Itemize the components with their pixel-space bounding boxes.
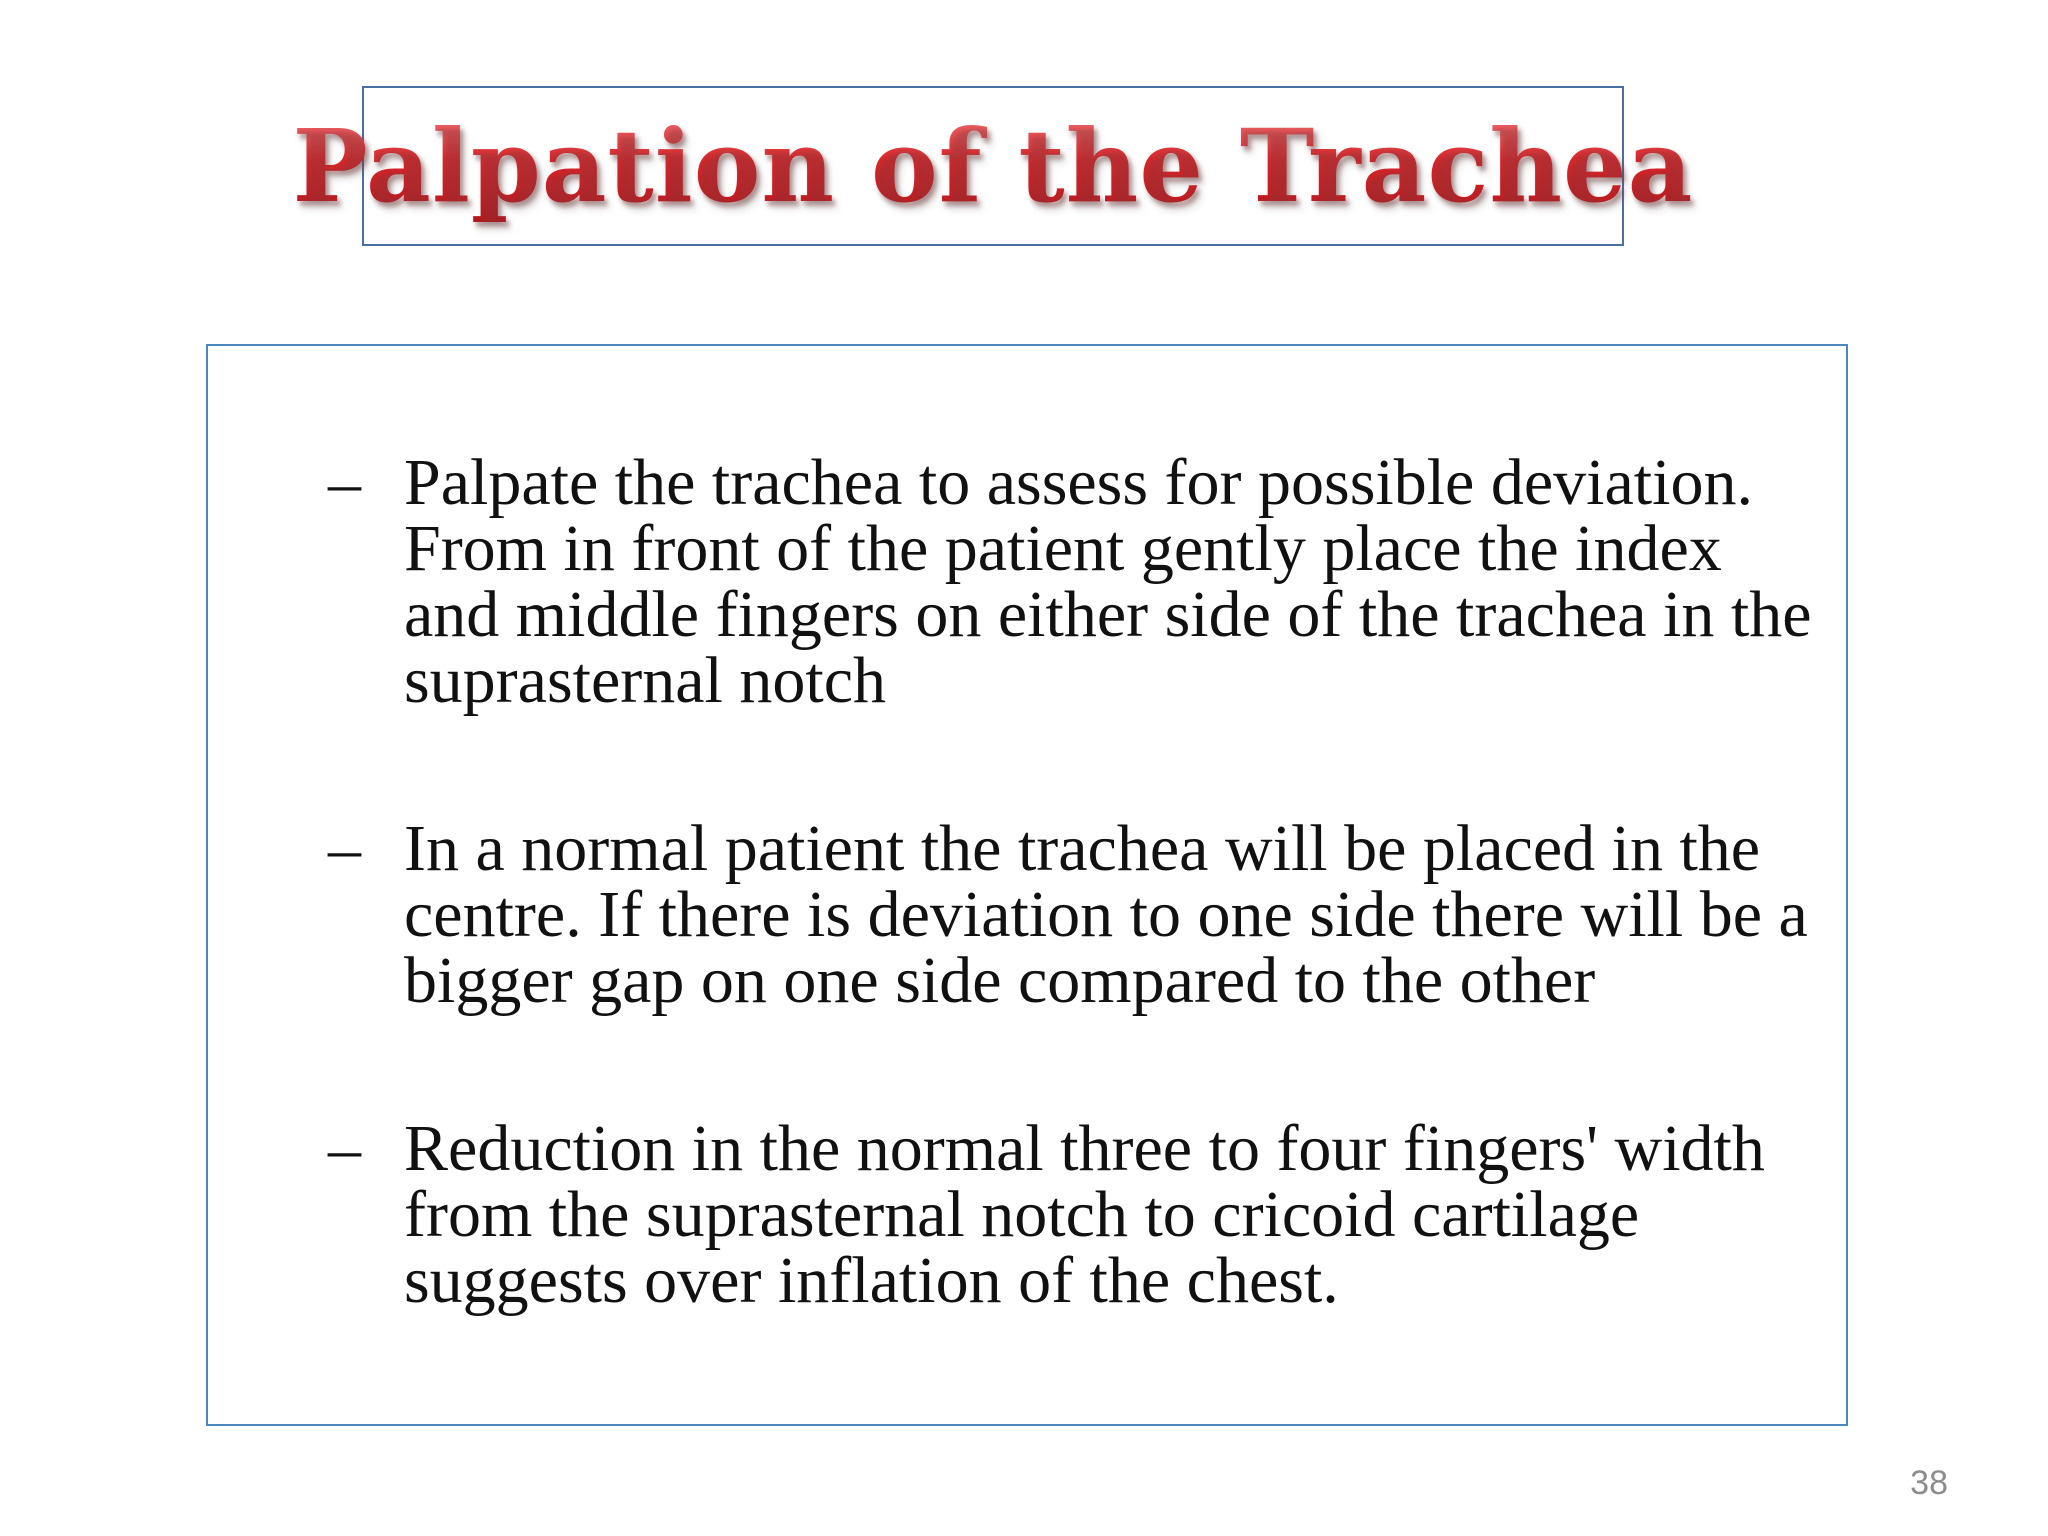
bullet-list	[328, 446, 1828, 1317]
bullet-dash: –	[328, 1112, 361, 1185]
bullet-text: Palpate the trachea to assess for possible deviation. From in front of the patient gently place the index and middle fingers on either side of the trachea in the suprasternal notch	[404, 446, 1812, 717]
bullet-item	[328, 1112, 1828, 1317]
bullet-item	[328, 812, 1828, 1017]
title-box	[292, 86, 1694, 246]
bullet-text: Reduction in the normal three to four fingers' width from the suprasternal notch to cricoid cartilage suggests over inflation of the chest.	[404, 1112, 1765, 1317]
bullet-text: In a normal patient the trachea will be placed in the centre. If there is deviation to one side there will be a bigger gap on one side compared to the other	[404, 812, 1808, 1017]
bullet-dash: –	[328, 446, 361, 519]
content-box	[206, 344, 1848, 1426]
slide-title: Palpation of the Trachea	[292, 107, 1694, 225]
page-number: 38	[1910, 1464, 1948, 1502]
bullet-dash: –	[328, 812, 361, 885]
bullet-item	[328, 446, 1828, 717]
